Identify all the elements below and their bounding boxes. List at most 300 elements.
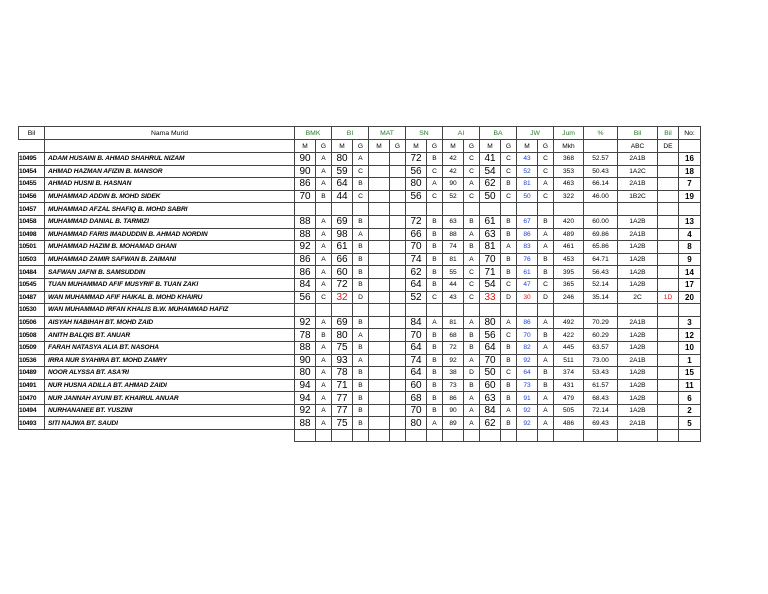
cell-jw: 76	[517, 253, 538, 266]
cell-id: 10530	[19, 304, 45, 317]
cell-name: SITI NAJWA BT. SAUDI	[45, 417, 295, 430]
cell-mat-g	[390, 367, 406, 380]
cell-de	[658, 316, 679, 329]
cell-mat	[369, 228, 390, 241]
cell-no: 19	[679, 190, 701, 203]
cell-jw: 61	[517, 266, 538, 279]
cell-name: FARAH NATASYA ALIA BT. NASOHA	[45, 341, 295, 354]
cell-sn: 66	[406, 228, 427, 241]
cell-no: 16	[679, 153, 701, 166]
cell-no: 6	[679, 392, 701, 405]
cell-bi: 93	[332, 354, 353, 367]
cell-abc: 2A1B	[618, 153, 658, 166]
header-g: G	[390, 140, 406, 153]
cell-mat-g	[390, 316, 406, 329]
cell-id: 10509	[19, 341, 45, 354]
cell-pct: 65.86	[584, 241, 618, 254]
cell-de	[658, 304, 679, 317]
cell-ai-g: A	[464, 253, 480, 266]
cell-ba: 62	[480, 417, 501, 430]
cell-ba-g	[501, 203, 517, 216]
cell-ba-g: C	[501, 329, 517, 342]
cell-sn-g: B	[427, 228, 443, 241]
header-g: G	[427, 140, 443, 153]
cell-bmk: 86	[295, 253, 316, 266]
cell-de	[658, 215, 679, 228]
cell-ai-g: B	[464, 215, 480, 228]
cell-de: 1D	[658, 291, 679, 304]
cell-bi-g: C	[353, 190, 369, 203]
cell-no: 11	[679, 379, 701, 392]
table-row	[19, 266, 701, 279]
cell-name: NOOR ALYSSA BT. ASA'RI	[45, 367, 295, 380]
cell-ba: 33	[480, 291, 501, 304]
cell-mat	[369, 153, 390, 166]
cell-no: 15	[679, 367, 701, 380]
cell-ba-g: A	[501, 404, 517, 417]
cell-mat	[369, 417, 390, 430]
cell-ai-g: A	[464, 354, 480, 367]
cell-bmk: 84	[295, 278, 316, 291]
cell-mat-g	[390, 215, 406, 228]
header-spacer	[19, 140, 45, 153]
cell-no: 17	[679, 278, 701, 291]
cell-empty	[316, 430, 332, 442]
cell-bmk-g: A	[316, 165, 332, 178]
table-row	[19, 379, 701, 392]
header-m: M	[443, 140, 464, 153]
cell-empty	[295, 430, 316, 442]
cell-abc: 1A2B	[618, 341, 658, 354]
cell-sn-g	[427, 304, 443, 317]
header-g: G	[501, 140, 517, 153]
cell-bi-g	[353, 203, 369, 216]
cell-empty	[480, 430, 501, 442]
cell-pct: 60.00	[584, 215, 618, 228]
cell-id: 10457	[19, 203, 45, 216]
cell-sn-g: B	[427, 392, 443, 405]
cell-ba-g: C	[501, 165, 517, 178]
header-jum: Jum	[554, 127, 584, 140]
cell-jum: 365	[554, 278, 584, 291]
cell-ba: 62	[480, 178, 501, 191]
cell-bmk: 78	[295, 329, 316, 342]
cell-bi	[332, 304, 353, 317]
cell-abc: 1A2B	[618, 404, 658, 417]
cell-jw: 92	[517, 354, 538, 367]
header-subject-sn: SN	[406, 127, 443, 140]
cell-ba-g: B	[501, 215, 517, 228]
header-m: M	[332, 140, 353, 153]
cell-ba-g: B	[501, 253, 517, 266]
cell-jw: 92	[517, 417, 538, 430]
cell-name: NUR HUSNA ADILLA BT. AHMAD ZAIDI	[45, 379, 295, 392]
cell-bmk-g: C	[316, 291, 332, 304]
cell-bi-g: B	[353, 392, 369, 405]
cell-jw	[517, 203, 538, 216]
cell-mat	[369, 278, 390, 291]
cell-bi: 77	[332, 404, 353, 417]
cell-mat	[369, 316, 390, 329]
cell-sn: 70	[406, 241, 427, 254]
cell-abc: 1A2B	[618, 392, 658, 405]
cell-pct: 46.00	[584, 190, 618, 203]
cell-ai: 74	[443, 241, 464, 254]
cell-empty	[538, 430, 554, 442]
cell-abc: 1A2B	[618, 329, 658, 342]
cell-ai: 68	[443, 329, 464, 342]
cell-name: MUHAMMAD FARIS IMADUDDIN B. AHMAD NORDIN	[45, 228, 295, 241]
cell-jw: 50	[517, 190, 538, 203]
cell-ai: 88	[443, 228, 464, 241]
cell-bmk: 88	[295, 417, 316, 430]
cell-jw-g: A	[538, 354, 554, 367]
cell-abc: 1A2B	[618, 379, 658, 392]
cell-mat-g	[390, 404, 406, 417]
cell-jw-g: A	[538, 404, 554, 417]
cell-sn: 56	[406, 165, 427, 178]
cell-ba: 56	[480, 329, 501, 342]
cell-jum: 453	[554, 253, 584, 266]
cell-bmk-g: A	[316, 278, 332, 291]
cell-ba: 81	[480, 241, 501, 254]
cell-jw-g: C	[538, 153, 554, 166]
cell-bmk-g	[316, 203, 332, 216]
cell-empty	[406, 430, 427, 442]
cell-ba: 54	[480, 278, 501, 291]
cell-jw: 52	[517, 165, 538, 178]
header-bil: Bil	[19, 127, 45, 140]
cell-ai: 90	[443, 178, 464, 191]
table-row	[19, 404, 701, 417]
cell-ai-g: C	[464, 291, 480, 304]
cell-id: 10489	[19, 367, 45, 380]
cell-ba-g: B	[501, 228, 517, 241]
cell-sn: 80	[406, 417, 427, 430]
header-percent: %	[584, 127, 618, 140]
cell-ba-g	[501, 304, 517, 317]
cell-de	[658, 341, 679, 354]
cell-mat-g	[390, 392, 406, 405]
cell-ai-g	[464, 203, 480, 216]
cell-no: 1	[679, 354, 701, 367]
cell-no: 2	[679, 404, 701, 417]
cell-name: SAFWAN JAFNI B. SAMSUDDIN	[45, 266, 295, 279]
cell-pct: 72.14	[584, 404, 618, 417]
cell-ba-g: C	[501, 153, 517, 166]
cell-bi-g: B	[353, 417, 369, 430]
header-bil-de: Bil	[658, 127, 679, 140]
cell-ai	[443, 203, 464, 216]
cell-id: 10455	[19, 178, 45, 191]
cell-de	[658, 266, 679, 279]
cell-sn-g: B	[427, 253, 443, 266]
cell-jw-g: C	[538, 190, 554, 203]
cell-bmk: 88	[295, 215, 316, 228]
cell-ai-g	[464, 304, 480, 317]
cell-jum: 486	[554, 417, 584, 430]
cell-sn-g: C	[427, 190, 443, 203]
cell-ai-g: B	[464, 379, 480, 392]
cell-jum: 479	[554, 392, 584, 405]
cell-ai-g: C	[464, 165, 480, 178]
cell-name: AHMAD HAZMAN AFIZIN B. MANSOR	[45, 165, 295, 178]
cell-bmk-g: B	[316, 329, 332, 342]
cell-empty	[554, 430, 584, 442]
cell-ba: 41	[480, 153, 501, 166]
cell-sn: 68	[406, 392, 427, 405]
cell-bmk: 88	[295, 341, 316, 354]
cell-ai-g: C	[464, 266, 480, 279]
header-abc: ABC	[618, 140, 658, 153]
cell-sn	[406, 304, 427, 317]
cell-ai: 42	[443, 153, 464, 166]
cell-ai-g: A	[464, 417, 480, 430]
cell-id: 10494	[19, 404, 45, 417]
cell-ba: 60	[480, 379, 501, 392]
cell-jw: 67	[517, 215, 538, 228]
cell-jum: 368	[554, 153, 584, 166]
cell-bmk	[295, 203, 316, 216]
cell-sn: 64	[406, 367, 427, 380]
cell-ai: 90	[443, 404, 464, 417]
cell-de	[658, 178, 679, 191]
cell-bi: 75	[332, 417, 353, 430]
cell-pct: 64.71	[584, 253, 618, 266]
cell-bi: 69	[332, 215, 353, 228]
cell-jw-g: C	[538, 278, 554, 291]
cell-bi: 78	[332, 367, 353, 380]
cell-mat	[369, 190, 390, 203]
header-m: M	[480, 140, 501, 153]
cell-ba: 63	[480, 392, 501, 405]
cell-empty	[517, 430, 538, 442]
cell-bi-g: B	[353, 379, 369, 392]
cell-de	[658, 228, 679, 241]
table-row	[19, 316, 701, 329]
cell-ai-g: C	[464, 190, 480, 203]
cell-empty	[658, 430, 679, 442]
table-row	[19, 153, 701, 166]
cell-bi-g: B	[353, 404, 369, 417]
cell-mat-g	[390, 153, 406, 166]
cell-ai: 81	[443, 253, 464, 266]
cell-de	[658, 190, 679, 203]
cell-id: 10470	[19, 392, 45, 405]
cell-ai: 73	[443, 379, 464, 392]
cell-sn-g: B	[427, 266, 443, 279]
cell-bi-g: B	[353, 178, 369, 191]
header-m: M	[517, 140, 538, 153]
cell-mat	[369, 291, 390, 304]
cell-jum: 420	[554, 215, 584, 228]
cell-no: 9	[679, 253, 701, 266]
cell-sn: 64	[406, 341, 427, 354]
cell-empty	[464, 430, 480, 442]
cell-id: 10506	[19, 316, 45, 329]
cell-id: 10503	[19, 253, 45, 266]
cell-mat-g	[390, 266, 406, 279]
cell-mat	[369, 379, 390, 392]
header-spacer	[45, 140, 295, 153]
cell-ai: 72	[443, 341, 464, 354]
cell-ai: 52	[443, 190, 464, 203]
cell-mat-g	[390, 253, 406, 266]
table-row	[19, 341, 701, 354]
cell-empty	[332, 430, 353, 442]
cell-id: 10493	[19, 417, 45, 430]
table-row	[19, 228, 701, 241]
cell-name: NUR JANNAH AYUNI BT. KHAIRUL ANUAR	[45, 392, 295, 405]
cell-bi: 71	[332, 379, 353, 392]
cell-ai: 63	[443, 215, 464, 228]
cell-jw: 83	[517, 241, 538, 254]
marks-table	[18, 126, 701, 442]
cell-ba-g: B	[501, 178, 517, 191]
cell-jw-g: A	[538, 392, 554, 405]
table-row	[19, 430, 701, 442]
cell-jum: 322	[554, 190, 584, 203]
cell-pct: 52.14	[584, 278, 618, 291]
cell-de	[658, 203, 679, 216]
table-row	[19, 291, 701, 304]
cell-jw: 82	[517, 341, 538, 354]
cell-ba: 54	[480, 165, 501, 178]
cell-ai: 89	[443, 417, 464, 430]
cell-name: AISYAH NABIHAH BT. MOHD ZAID	[45, 316, 295, 329]
cell-name: TUAN MUHAMMAD AFIF MUSYRIF B. TUAN ZAKI	[45, 278, 295, 291]
cell-pct: 73.00	[584, 354, 618, 367]
cell-sn: 70	[406, 329, 427, 342]
cell-no: 20	[679, 291, 701, 304]
cell-no: 5	[679, 417, 701, 430]
cell-ba: 70	[480, 253, 501, 266]
cell-jw: 92	[517, 404, 538, 417]
cell-jw-g: C	[538, 165, 554, 178]
header-g: G	[464, 140, 480, 153]
cell-ai-g: A	[464, 228, 480, 241]
cell-name: WAN MUHAMMAD IRFAN KHALIS B.W. MUHAMMAD HAFIZ	[45, 304, 295, 317]
cell-bmk-g: A	[316, 379, 332, 392]
cell-jum: 492	[554, 316, 584, 329]
cell-bi: 59	[332, 165, 353, 178]
cell-abc: 1A2B	[618, 266, 658, 279]
cell-bi-g: B	[353, 316, 369, 329]
cell-ba: 64	[480, 341, 501, 354]
cell-bmk	[295, 304, 316, 317]
cell-empty	[390, 430, 406, 442]
cell-no	[679, 203, 701, 216]
cell-de	[658, 417, 679, 430]
cell-sn: 64	[406, 278, 427, 291]
cell-bi-g: B	[353, 278, 369, 291]
header-spacer	[584, 140, 618, 153]
cell-ai: 86	[443, 392, 464, 405]
cell-no: 18	[679, 165, 701, 178]
cell-bi-g: A	[353, 329, 369, 342]
cell-sn-g: C	[427, 165, 443, 178]
header-subject-bi: BI	[332, 127, 369, 140]
cell-bmk: 86	[295, 266, 316, 279]
cell-ai: 81	[443, 316, 464, 329]
cell-bmk: 88	[295, 228, 316, 241]
cell-sn	[406, 203, 427, 216]
cell-abc: 2A1B	[618, 178, 658, 191]
cell-empty	[45, 430, 295, 442]
cell-id: 10456	[19, 190, 45, 203]
cell-bi: 66	[332, 253, 353, 266]
cell-abc: 1A2B	[618, 215, 658, 228]
cell-mat	[369, 304, 390, 317]
cell-mat	[369, 253, 390, 266]
cell-sn: 56	[406, 190, 427, 203]
cell-ba: 50	[480, 190, 501, 203]
cell-empty	[679, 430, 701, 442]
cell-bmk: 94	[295, 392, 316, 405]
cell-bmk-g: A	[316, 253, 332, 266]
cell-bi-g: B	[353, 253, 369, 266]
cell-bmk-g: A	[316, 316, 332, 329]
cell-bmk-g: A	[316, 266, 332, 279]
cell-ai-g: B	[464, 341, 480, 354]
cell-jw-g: A	[538, 241, 554, 254]
cell-ai: 38	[443, 367, 464, 380]
cell-mat-g	[390, 341, 406, 354]
header-nama: Nama Murid	[45, 127, 295, 140]
cell-bi	[332, 203, 353, 216]
cell-jw	[517, 304, 538, 317]
cell-name: NURHANANEE BT. YUSZINI	[45, 404, 295, 417]
cell-mat	[369, 354, 390, 367]
cell-mat-g	[390, 417, 406, 430]
cell-ba-g: A	[501, 241, 517, 254]
cell-jum: 489	[554, 228, 584, 241]
table-row	[19, 304, 701, 317]
cell-ba: 70	[480, 354, 501, 367]
cell-empty	[353, 430, 369, 442]
cell-ba	[480, 304, 501, 317]
cell-sn-g: A	[427, 178, 443, 191]
cell-jw-g: B	[538, 266, 554, 279]
cell-ba-g: C	[501, 278, 517, 291]
cell-jw-g	[538, 304, 554, 317]
header-subject-ai: AI	[443, 127, 480, 140]
cell-mat	[369, 341, 390, 354]
cell-sn-g: B	[427, 354, 443, 367]
cell-ba-g: B	[501, 354, 517, 367]
cell-bmk-g: B	[316, 190, 332, 203]
cell-de	[658, 165, 679, 178]
cell-name: MUHAMMAD ZAMIR SAFWAN B. ZAIMANI	[45, 253, 295, 266]
cell-bi-g	[353, 304, 369, 317]
cell-bi: 64	[332, 178, 353, 191]
cell-jw: 91	[517, 392, 538, 405]
cell-sn: 60	[406, 379, 427, 392]
cell-bmk-g: A	[316, 215, 332, 228]
header-no: No:	[679, 127, 701, 140]
cell-pct: 70.29	[584, 316, 618, 329]
cell-abc: 1A2B	[618, 367, 658, 380]
cell-bi-g: B	[353, 367, 369, 380]
cell-mat	[369, 266, 390, 279]
cell-ba-g: B	[501, 266, 517, 279]
cell-ba-g: D	[501, 291, 517, 304]
cell-sn: 84	[406, 316, 427, 329]
cell-bmk: 86	[295, 178, 316, 191]
cell-ai-g: A	[464, 404, 480, 417]
table-row	[19, 190, 701, 203]
table-row	[19, 203, 701, 216]
